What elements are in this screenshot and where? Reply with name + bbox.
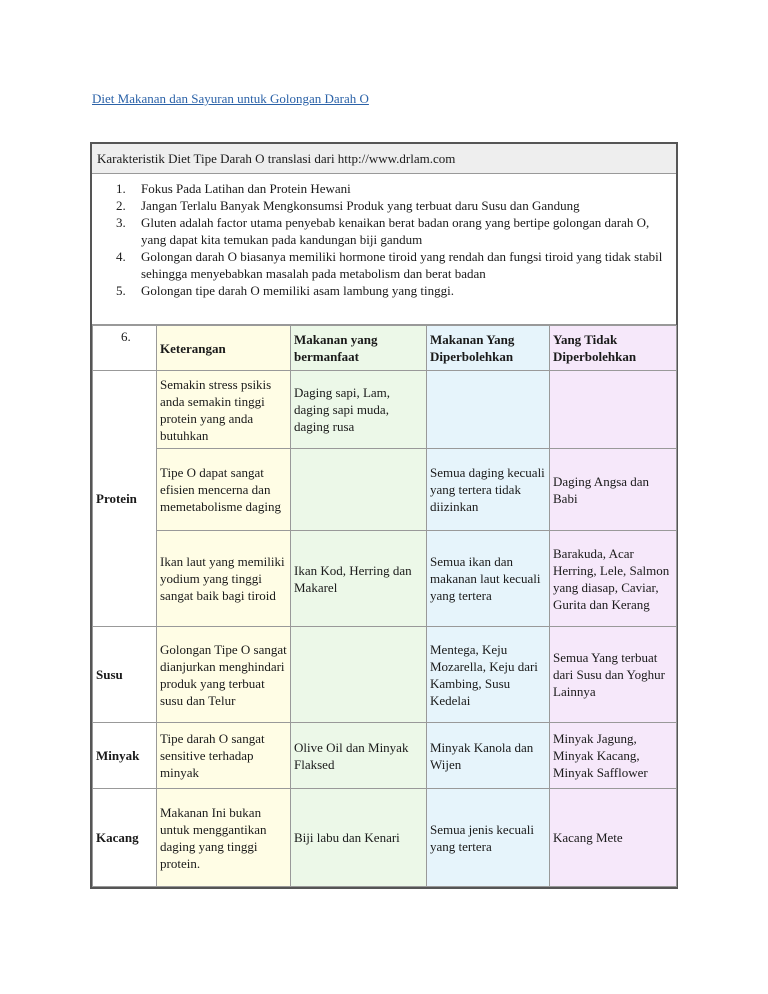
- item-number: 6.: [93, 326, 157, 371]
- cell-bermanfaat: Olive Oil dan Minyak Flaksed: [291, 723, 427, 789]
- diet-table-box: [90, 142, 678, 889]
- list-item: [116, 248, 676, 282]
- cell-keterangan: Golongan Tipe O sangat dianjurkan menghindari produk yang terbuat susu dan Telur: [157, 627, 291, 723]
- table-row: [93, 789, 677, 887]
- list-number: 5.: [116, 283, 126, 298]
- list-item: [116, 180, 676, 197]
- table-row: [93, 627, 677, 723]
- cell-keterangan: Tipe darah O sangat sensitive terhadap minyak: [157, 723, 291, 789]
- cell-tidak-diperbolehkan: Kacang Mete: [550, 789, 677, 887]
- food-table: [92, 325, 677, 887]
- list-text: Golongan darah O biasanya memiliki hormone tiroid yang rendah dan fungsi tiroid yang tidak stabil sehingga menyebabkan masalah pada metabolism dan berat badan: [141, 249, 663, 281]
- list-number: 4.: [116, 249, 126, 264]
- category-kacang: Kacang: [93, 789, 157, 887]
- table-row: [93, 449, 677, 531]
- cell-keterangan: Ikan laut yang memiliki yodium yang tinggi sangat baik bagi tiroid: [157, 531, 291, 627]
- cell-tidak-diperbolehkan: [550, 371, 677, 449]
- list-number: 3.: [116, 215, 126, 230]
- list-text: Gluten adalah factor utama penyebab kenaikan berat badan orang yang bertipe golongan darah O, yang dapat kita temukan pada kandungan biji gandum: [141, 215, 650, 247]
- list-number: 1.: [116, 181, 126, 196]
- cell-keterangan: Semakin stress psikis anda semakin tinggi protein yang anda butuhkan: [157, 371, 291, 449]
- list-text: Fokus Pada Latihan dan Protein Hewani: [141, 181, 351, 196]
- table-header-title: Karakteristik Diet Tipe Darah O translasi dari http://www.drlam.com: [92, 144, 676, 174]
- cell-tidak-diperbolehkan: Semua Yang terbuat dari Susu dan Yoghur Lainnya: [550, 627, 677, 723]
- cell-tidak-diperbolehkan: Minyak Jagung, Minyak Kacang, Minyak Safflower: [550, 723, 677, 789]
- cell-bermanfaat: Ikan Kod, Herring dan Makarel: [291, 531, 427, 627]
- cell-bermanfaat: Biji labu dan Kenari: [291, 789, 427, 887]
- col-header-tidak-diperbolehkan: Yang Tidak Diperbolehkan: [550, 326, 677, 371]
- table-row: [93, 371, 677, 449]
- cell-bermanfaat: Daging sapi, Lam, daging sapi muda, daging rusa: [291, 371, 427, 449]
- list-number: 2.: [116, 198, 126, 213]
- cell-diperbolehkan: [427, 371, 550, 449]
- list-item: [116, 197, 676, 214]
- table-row: [93, 531, 677, 627]
- cell-keterangan: Tipe O dapat sangat efisien mencerna dan memetabolisme daging: [157, 449, 291, 531]
- col-header-keterangan: Keterangan: [157, 326, 291, 371]
- cell-diperbolehkan: Mentega, Keju Mozarella, Keju dari Kambing, Susu Kedelai: [427, 627, 550, 723]
- cell-diperbolehkan: Minyak Kanola dan Wijen: [427, 723, 550, 789]
- cell-keterangan: Makanan Ini bukan untuk menggantikan daging yang tinggi protein.: [157, 789, 291, 887]
- document-title[interactable]: Diet Makanan dan Sayuran untuk Golongan Darah O: [92, 91, 369, 106]
- category-minyak: Minyak: [93, 723, 157, 789]
- list-text: Golongan tipe darah O memiliki asam lambung yang tinggi.: [141, 283, 455, 298]
- list-text: Jangan Terlalu Banyak Mengkonsumsi Produk yang terbuat daru Susu dan Gandung: [141, 198, 580, 213]
- cell-diperbolehkan: Semua jenis kecuali yang tertera: [427, 789, 550, 887]
- cell-tidak-diperbolehkan: Daging Angsa dan Babi: [550, 449, 677, 531]
- category-susu: Susu: [93, 627, 157, 723]
- intro-list-section: [92, 174, 676, 325]
- list-item: [116, 214, 676, 248]
- table-row: [93, 326, 677, 371]
- cell-bermanfaat: [291, 449, 427, 531]
- col-header-bermanfaat: Makanan yang bermanfaat: [291, 326, 427, 371]
- table-row: [93, 723, 677, 789]
- cell-diperbolehkan: Semua ikan dan makanan laut kecuali yang tertera: [427, 531, 550, 627]
- characteristics-list: [116, 180, 676, 299]
- cell-tidak-diperbolehkan: Barakuda, Acar Herring, Lele, Salmon yang diasap, Caviar, Gurita dan Kerang: [550, 531, 677, 627]
- category-protein: Protein: [93, 371, 157, 627]
- cell-bermanfaat: [291, 627, 427, 723]
- cell-diperbolehkan: Semua daging kecuali yang tertera tidak diizinkan: [427, 449, 550, 531]
- list-item: [116, 282, 676, 299]
- col-header-diperbolehkan: Makanan Yang Diperbolehkan: [427, 326, 550, 371]
